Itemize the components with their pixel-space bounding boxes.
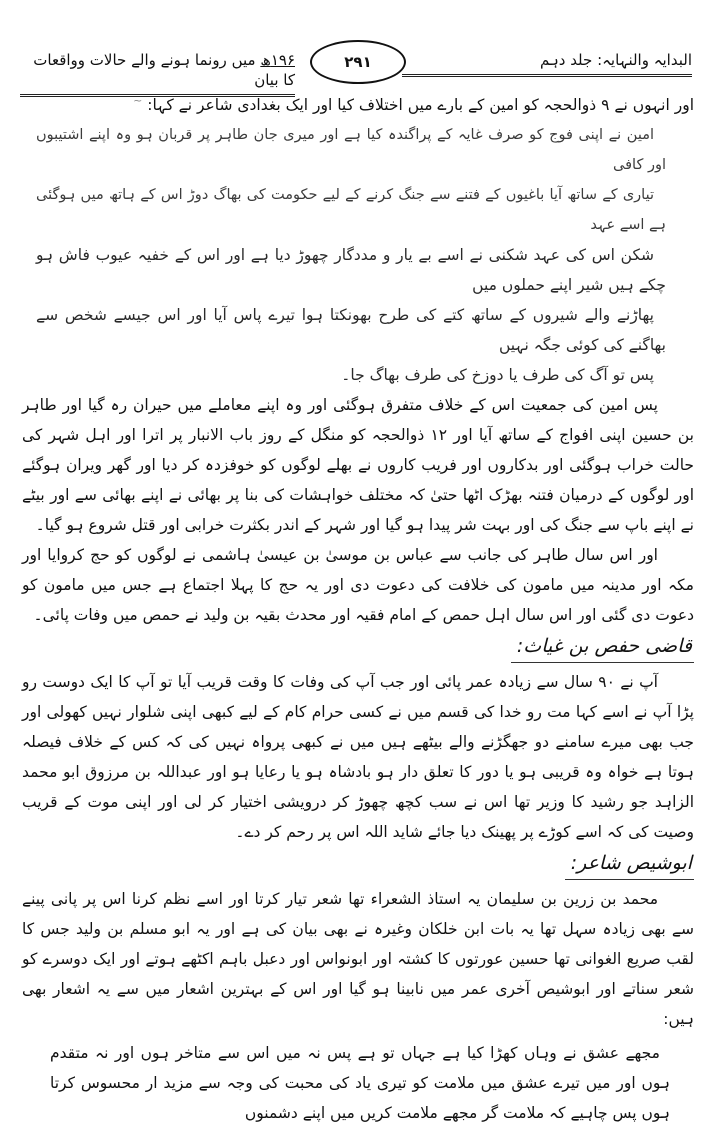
chapter-year: ۱۹۶ھ (260, 51, 295, 69)
paragraph-hafs-bin-ghiyath: آپ نے ۹۰ سال سے زیادہ عمر پائی اور جب آپ کی وفات کا وقت قریب آیا تو آپ کا ایک دوست رو پڑا آپ نے اسے کہا مت رو خدا کی قسم میں نے کسی حرام کام کے لیے کبھی اپنی شلوار نہیں کھولی اور جب بھی میرے سامنے دو جھگڑنے والے بیٹھے ہیں میں نے کبھی پرواہ نہیں کی کہ کس کے خلاف فیصلہ ہوتا ہے خواہ وہ قریبی ہو یا دور کا تعلق دار ہو بادشاہ ہو یا رعایا ہو اور عبداللہ بن مرزوق ابو محمد الزاہد جو رشید کا وزیر تھا اس نے سب کچھ چھوڑ کر درویشی اختیار کر لی اور اپنی موت کے قریب وصیت کی کہ اسے کوڑے پر پھینک دیا جائے شاید اللہ اس پر رحم کر دے۔ (22, 673, 694, 842)
poem-1-line: تیاری کے ساتھ آیا باغیوں کے فتنے سے جنگ کرنے کے لیے حکومت کی بھاگ دوڑ اس کے ہاتھ میں ہوگئی ہے اسے عہد (36, 187, 666, 234)
poem-1-line: امین نے اپنی فوج کو صرف غایہ کے پراگندہ کیا ہے اور میری جان طاہر پر قربان ہو وہ اپنے اشتیبوں اور کافی (36, 127, 666, 174)
poem-1-line: پس تو آگ کی طرف یا دوزخ کی طرف بھاگ جا۔ (341, 366, 654, 385)
poem-1-line: شکن اس کی عہد شکنی نے اسے بے یار و مددگار چھوڑ دیا ہے اور اس کے خفیہ عیوب فاش ہو چکے ہیں شیر اپنے حملوں میں (36, 246, 666, 295)
page-number: ۲۹۱ (310, 40, 406, 84)
paragraph-hajj: اور اس سال طاہر کی جانب سے عباس بن موسیٰ بن عیسیٰ ہاشمی نے لوگوں کو حج کروایا اور مکہ اور مدینہ میں مامون کی خلافت کی دعوت دی اور یہ حج کا پہلا اجتماع ہے جس میں مامون کو دعوت دی گئی اور اس سال اہل حمص کے امام فقیہ اور محدث بقیہ بن ولید نے حمص میں وفات پائی۔ (22, 546, 694, 625)
poem-1 (22, 120, 694, 390)
intro-line (22, 86, 694, 120)
margin-mark: ~ (133, 94, 143, 107)
page-body (22, 86, 694, 1128)
heading-text: ابوشیص شاعر: (565, 849, 694, 880)
book-title: البدایہ والنہایہ: جلد دہم (402, 50, 692, 77)
paragraph-amin-army: پس امین کی جمعیت اس کے خلاف متفرق ہوگئی اور وہ اپنے معاملے میں حیران رہ گیا اور طاہر بن حسین اپنی افواج کے ساتھ آیا اور ۱۲ ذوالحجہ کو منگل کے روز باب الانبار پر اترا اور اہل شہر کی حالت خراب ہوگئی اور بدکاروں اور فریب کاروں نے بھلے لوگوں کو خوفزدہ کر دیا اور گھر ویران ہوگئے اور لوگوں کے درمیان فتنہ بھڑک اٹھا حتیٰ کہ مختلف خواہشات کی بنا پر بھائی نے اپنے بھائی سے اور بیٹے نے اپنے باپ سے جنگ کی اور بہت شر پیدا ہو گیا اور شہر کے اندر بکثرت خرابی اور قتل شروع ہو گیا۔ (22, 396, 694, 535)
page-header (20, 40, 692, 88)
heading-text: قاضی حفص بن غیاث: (511, 632, 694, 663)
poem-2: مجھے عشق نے وہاں کھڑا کیا ہے جہاں تو ہے پس نہ میں اس سے متاخر ہوں اور نہ متقدم ہوں اور میں تیرے عشق میں ملامت کو تیری یاد کی محبت کی وجہ سے مزید ار محسوس کرتا ہوں پس چاہیے کہ ملامت گر مجھے ملامت کریں میں اپنے دشمنوں (50, 1044, 670, 1123)
poem-1-line: پھاڑنے والے شیروں کے ساتھ کتے کی طرح بھونکتا ہوا تیرے پاس آیا اور اس جیسے شخص سے بھاگنے کی کوئی جگہ نہیں (36, 306, 666, 355)
section-heading-hafs-bin-ghiyath (22, 632, 694, 663)
paragraph-abu-shees: محمد بن زرین بن سلیمان یہ استاذ الشعراء تھا شعر تیار کرتا اور اسے نظم کرنا اس پر پانی پینے سے بھی زیادہ سہل تھا یہ بات ابن خلکان وغیرہ نے بھی بیان کی ہے اور یہ ابو مسلم بن ولید جس کا لقب صریع الغوانی تھا حسین عورتوں کا کشتہ اور ابونواس اور دعبل باہم اکٹھے ہوتے اور ایک دوسرے کو شعر سناتے اور ابوشیص آخری عمر میں نابینا ہو گیا اور اس کے بہترین اشعار میں سے یہ اشعار بھی ہیں: (22, 890, 694, 1029)
chapter-title: میں رونما ہونے والے حالات وواقعات کا بیان (33, 51, 295, 89)
intro-line-text: اور انہوں نے ۹ ذوالحجہ کو امین کے بارے میں اختلاف کیا اور ایک بغدادی شاعر نے کہا: (147, 96, 694, 115)
section-heading-abu-shees (22, 849, 694, 880)
